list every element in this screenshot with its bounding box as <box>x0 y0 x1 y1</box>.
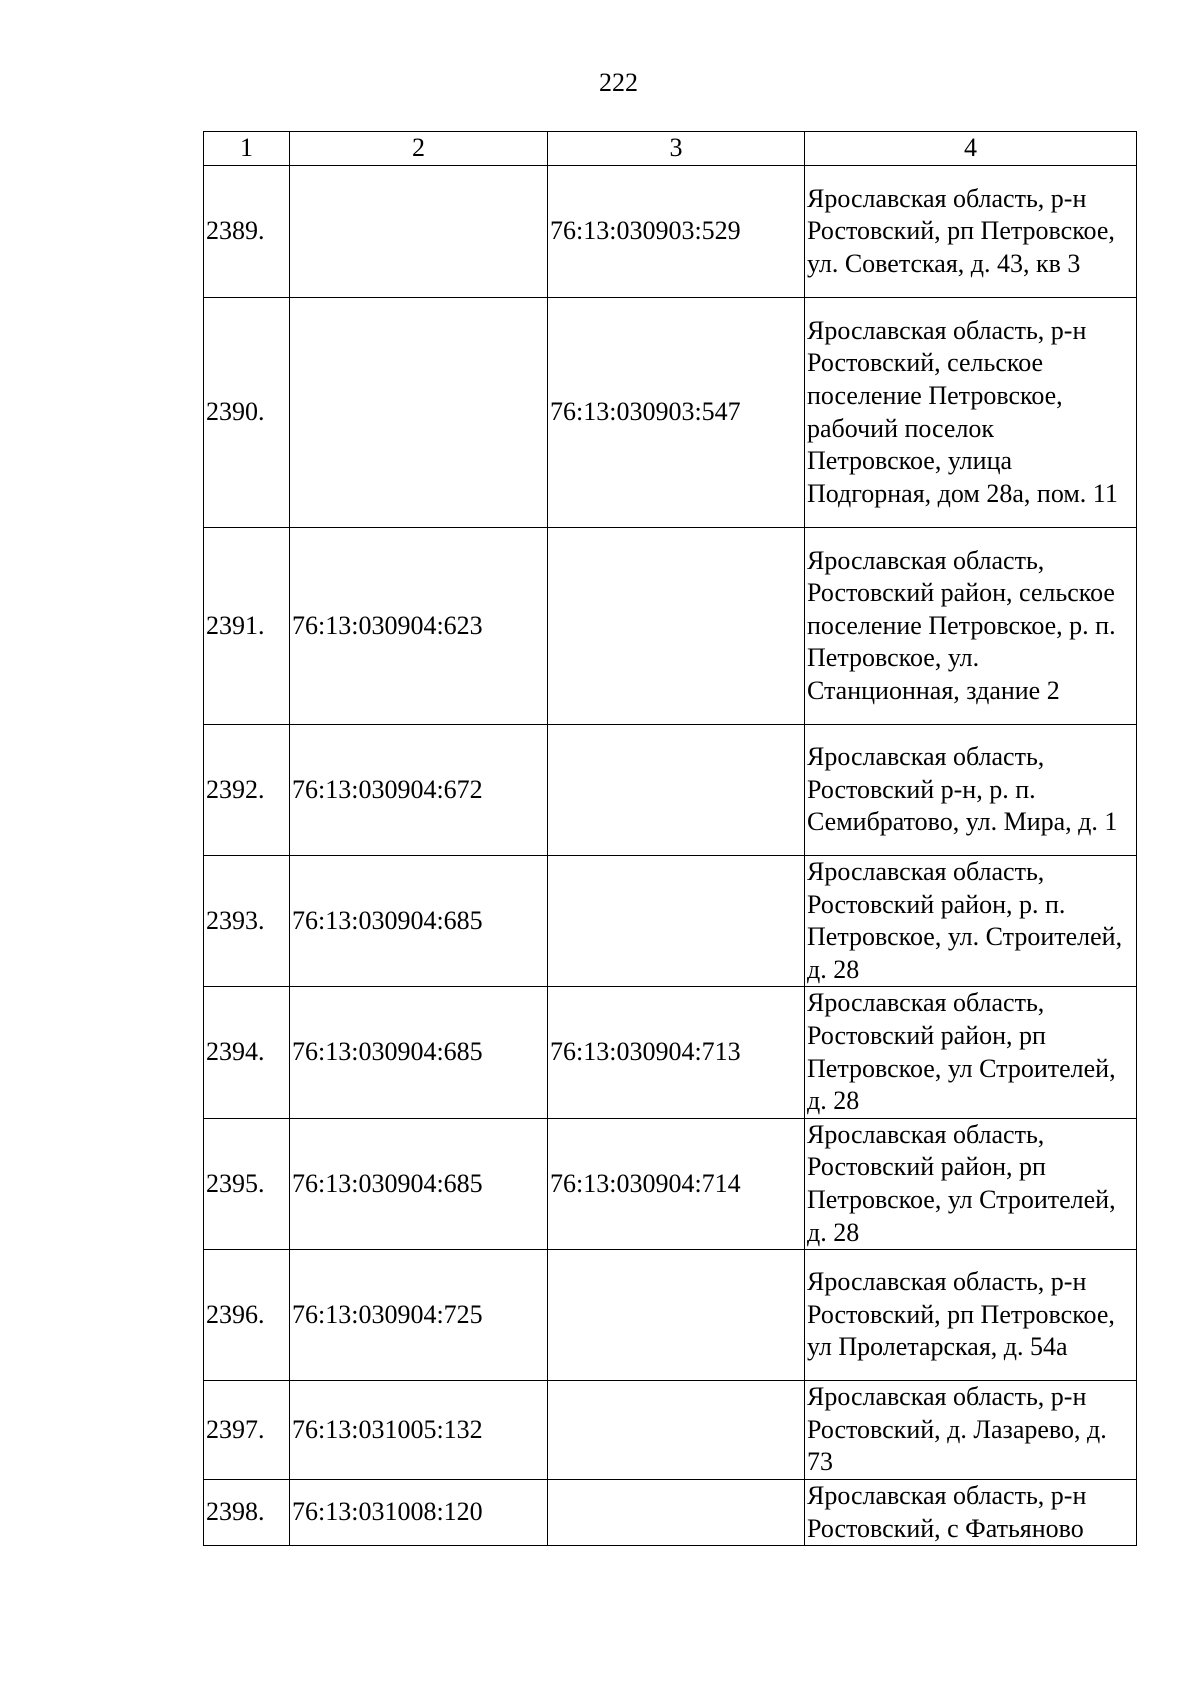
table-row <box>204 298 1137 528</box>
table-body <box>204 166 1137 1546</box>
cadastral-number-col3 <box>548 1381 805 1480</box>
address-cell: Ярославская область, р-н Ростовский, д. Лазарево, д. 73 <box>805 1381 1137 1480</box>
table-header <box>204 132 1137 166</box>
cadastral-number-col2: 76:13:030904:725 <box>290 1250 548 1381</box>
cadastral-number-col3: 76:13:030903:529 <box>548 166 805 298</box>
address-cell: Ярославская область, Ростовский р-н, р. п. Семибратово, ул. Мира, д. 1 <box>805 725 1137 856</box>
page-number: 222 <box>599 68 638 97</box>
cadastral-number-col2 <box>290 298 548 528</box>
table-row <box>204 856 1137 987</box>
table-row <box>204 725 1137 856</box>
table-row <box>204 1480 1137 1546</box>
row-number: 2398. <box>204 1480 290 1546</box>
row-number: 2395. <box>204 1118 290 1249</box>
cadastral-number-col3: 76:13:030903:547 <box>548 298 805 528</box>
row-number: 2391. <box>204 528 290 725</box>
row-number: 2393. <box>204 856 290 987</box>
cadastral-number-col2: 76:13:030904:672 <box>290 725 548 856</box>
cadastral-number-col2 <box>290 166 548 298</box>
table-row <box>204 1381 1137 1480</box>
row-number: 2390. <box>204 298 290 528</box>
cadastral-number-col3: 76:13:030904:714 <box>548 1118 805 1249</box>
address-cell: Ярославская область, Ростовский район, р. п. Петровское, ул. Строителей, д. 28 <box>805 856 1137 987</box>
cadastral-number-col2: 76:13:031008:120 <box>290 1480 548 1546</box>
table-row <box>204 987 1137 1118</box>
row-number: 2389. <box>204 166 290 298</box>
address-cell: Ярославская область, р-н Ростовский, рп Петровское, ул Пролетарская, д. 54а <box>805 1250 1137 1381</box>
cadastral-number-col2: 76:13:030904:685 <box>290 1118 548 1249</box>
table-row <box>204 166 1137 298</box>
cadastral-number-col3 <box>548 528 805 725</box>
cadastral-number-col3 <box>548 725 805 856</box>
row-number: 2397. <box>204 1381 290 1480</box>
table-row <box>204 528 1137 725</box>
cadastral-number-col3 <box>548 1250 805 1381</box>
address-cell: Ярославская область, р-н Ростовский, рп Петровское, ул. Советская, д. 43, кв 3 <box>805 166 1137 298</box>
row-number: 2392. <box>204 725 290 856</box>
cadastral-number-col3 <box>548 1480 805 1546</box>
cadastral-number-col2: 76:13:030904:685 <box>290 987 548 1118</box>
cadastral-number-col3: 76:13:030904:713 <box>548 987 805 1118</box>
address-cell: Ярославская область, Ростовский район, рп Петровское, ул Строителей, д. 28 <box>805 987 1137 1118</box>
table-row <box>204 1250 1137 1381</box>
header-col-3: 3 <box>548 132 805 166</box>
row-number: 2396. <box>204 1250 290 1381</box>
table-row <box>204 1118 1137 1249</box>
header-col-4: 4 <box>805 132 1137 166</box>
row-number: 2394. <box>204 987 290 1118</box>
cadastral-number-col2: 76:13:030904:623 <box>290 528 548 725</box>
header-row <box>204 132 1137 166</box>
address-cell: Ярославская область, Ростовский район, сельское поселение Петровское, р. п. Петровское, ул. Станционная, здание 2 <box>805 528 1137 725</box>
address-cell: Ярославская область, р-н Ростовский, сельское поселение Петровское, рабочий поселок Петровское, улица Подгорная, дом 28а, пом. 11 <box>805 298 1137 528</box>
cadastral-number-col2: 76:13:030904:685 <box>290 856 548 987</box>
cadastral-number-col2: 76:13:031005:132 <box>290 1381 548 1480</box>
cadastral-number-col3 <box>548 856 805 987</box>
header-col-2: 2 <box>290 132 548 166</box>
address-cell: Ярославская область, р-н Ростовский, с Фатьяново <box>805 1480 1137 1546</box>
address-cell: Ярославская область, Ростовский район, рп Петровское, ул Строителей, д. 28 <box>805 1118 1137 1249</box>
registry-table <box>203 131 1137 1546</box>
header-col-1: 1 <box>204 132 290 166</box>
